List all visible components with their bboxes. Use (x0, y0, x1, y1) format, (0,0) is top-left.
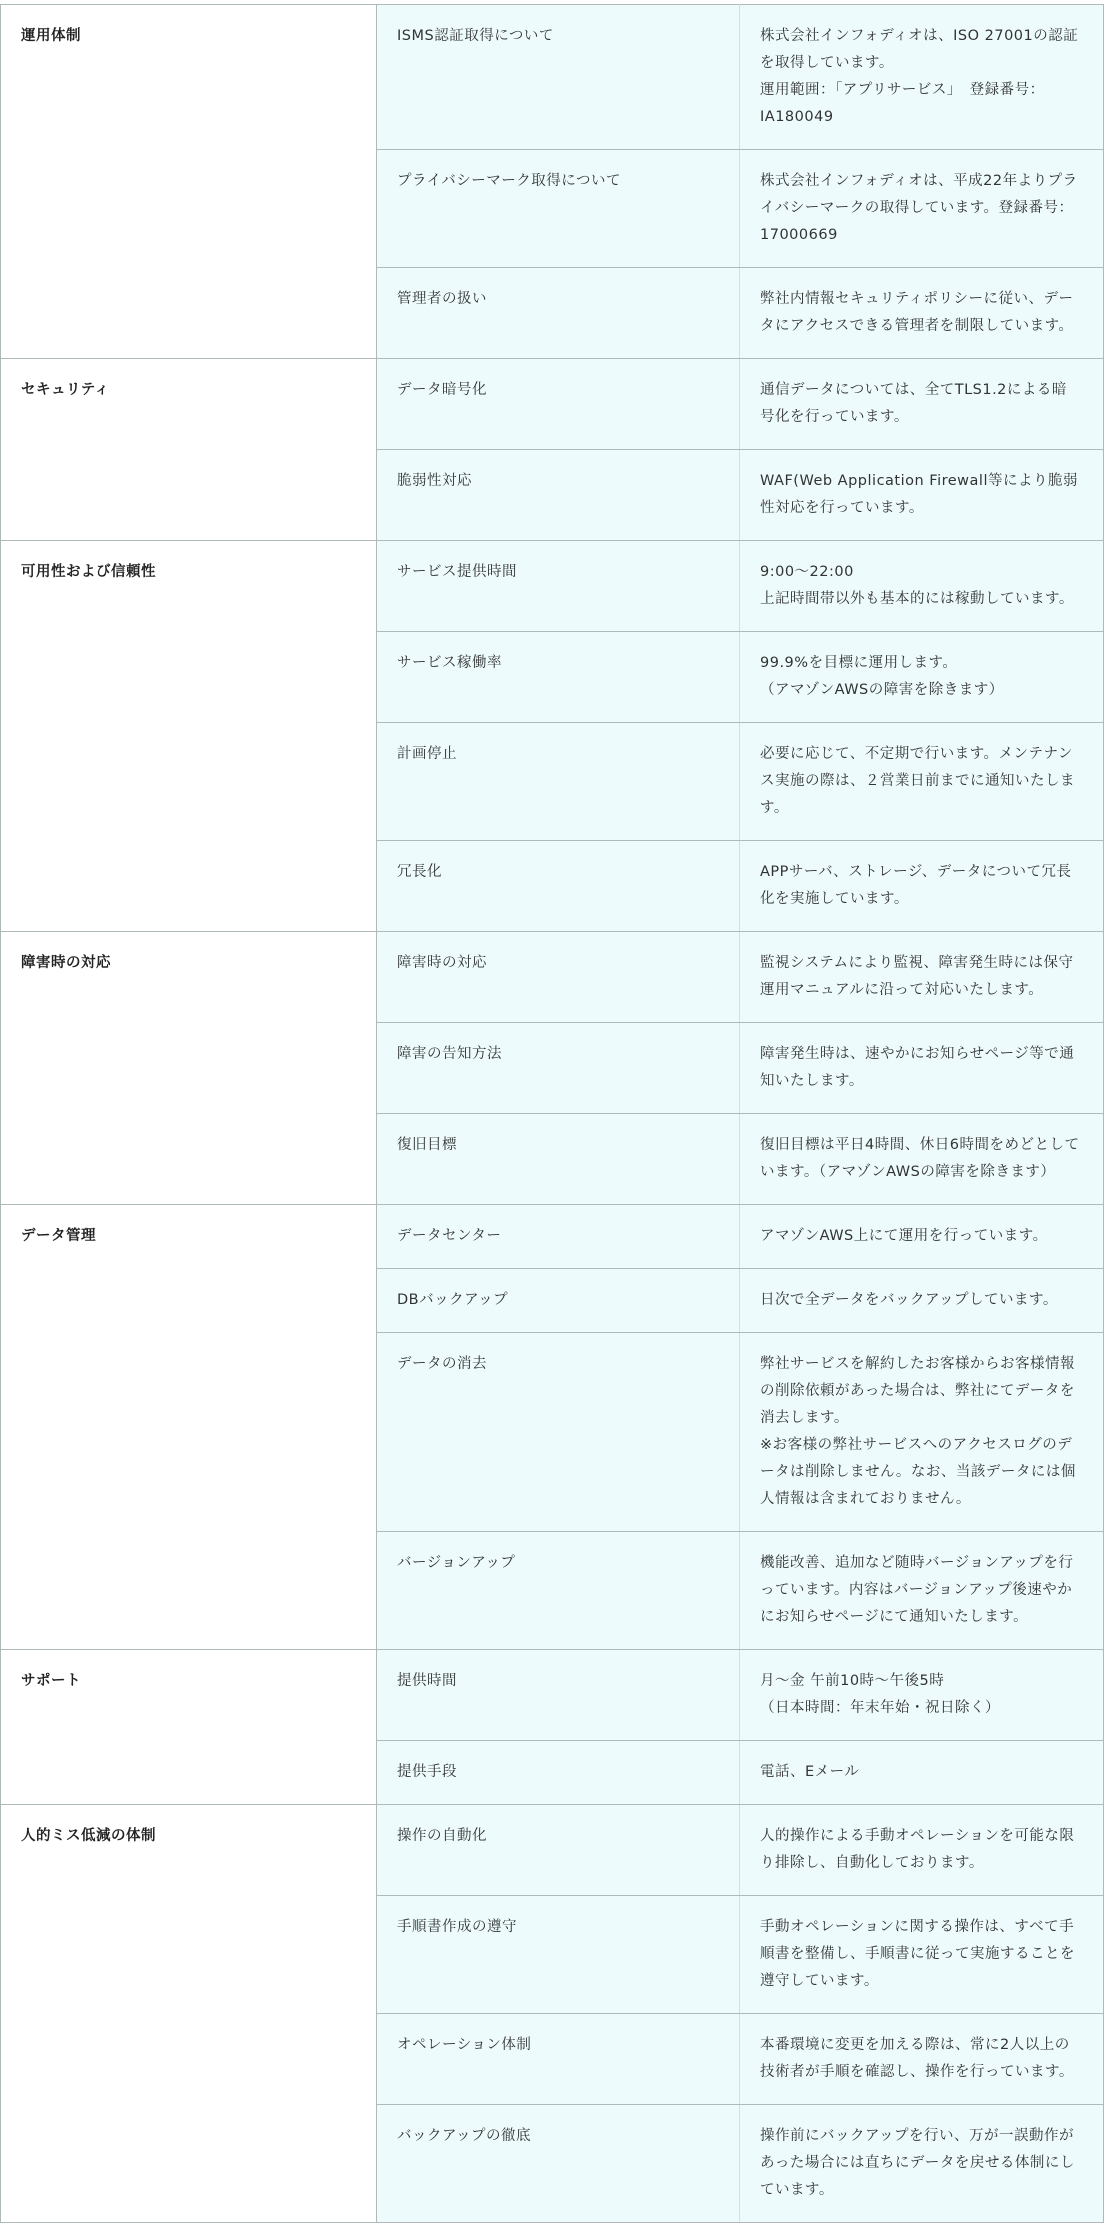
description-cell (740, 841, 1104, 932)
category-cell: 人的ミス低減の体制 (1, 1805, 377, 2223)
description-line: 上記時間帯以外も基本的には稼動しています。 (760, 591, 1074, 607)
table-row (1, 932, 1104, 1023)
description-line: 監視システムにより監視、障害発生時には保守運用マニュアルに沿って対応いたします。 (760, 955, 1074, 998)
description-cell (740, 1896, 1104, 2014)
description-line: 本番環境に変更を加える際は、常に2人以上の技術者が手順を確認し、操作を行っています。 (760, 2037, 1074, 2080)
item-cell: サービス提供時間 (377, 541, 740, 632)
description-line: 9:00〜22:00 (760, 564, 854, 580)
description-line: 手動オペレーションに関する操作は、すべて手順書を整備し、手順書に従って実施することを遵守しています。 (760, 1919, 1075, 1989)
item-cell: 提供手段 (377, 1741, 740, 1805)
item-cell: 脆弱性対応 (377, 450, 740, 541)
item-cell: 復旧目標 (377, 1114, 740, 1205)
item-cell: サービス稼働率 (377, 632, 740, 723)
item-cell: 冗長化 (377, 841, 740, 932)
description-line: 必要に応じて、不定期で行います。メンテナンス実施の際は、２営業日前までに通知いたします。 (760, 746, 1075, 816)
service-spec-table (0, 4, 1104, 2223)
item-cell: データセンター (377, 1205, 740, 1269)
description-line: 電話、Eメール (760, 1764, 860, 1780)
description-line: （アマゾンAWSの障害を除きます） (760, 682, 1004, 698)
description-cell (740, 2105, 1104, 2223)
description-line: 99.9%を目標に運用します。 (760, 655, 958, 671)
description-cell (740, 1114, 1104, 1205)
description-line: 通信データについては、全てTLS1.2による暗号化を行っています。 (760, 382, 1067, 425)
description-line: 障害発生時は、速やかにお知らせページ等で通知いたします。 (760, 1046, 1075, 1089)
item-cell: オペレーション体制 (377, 2014, 740, 2105)
item-cell: 障害時の対応 (377, 932, 740, 1023)
category-cell: サポート (1, 1650, 377, 1805)
description-line: 人的操作による手動オペレーションを可能な限り排除し、自動化しております。 (760, 1828, 1075, 1871)
category-cell: セキュリティ (1, 359, 377, 541)
category-cell: データ管理 (1, 1205, 377, 1650)
description-cell (740, 268, 1104, 359)
table-row (1, 1650, 1104, 1741)
description-line: WAF(Web Application Firewall等により脆弱性対応を行っています。 (760, 473, 1078, 516)
description-cell (740, 1650, 1104, 1741)
item-cell: バージョンアップ (377, 1532, 740, 1650)
description-cell (740, 5, 1104, 150)
description-line: 弊社サービスを解約したお客様からお客様情報の削除依頼があった場合は、弊社にてデータを消去します。 (760, 1356, 1075, 1426)
table-row (1, 5, 1104, 150)
table-row (1, 541, 1104, 632)
table-row (1, 1805, 1104, 1896)
item-cell: プライバシーマーク取得について (377, 150, 740, 268)
description-line: 日次で全データをバックアップしています。 (760, 1292, 1058, 1308)
description-line: 月〜金 午前10時〜午後5時 (760, 1673, 945, 1689)
description-cell (740, 1532, 1104, 1650)
description-cell (740, 150, 1104, 268)
description-line: 復旧目標は平日4時間、休日6時間をめどとしています。（アマゾンAWSの障害を除きます） (760, 1137, 1080, 1180)
category-cell: 運用体制 (1, 5, 377, 359)
category-cell: 障害時の対応 (1, 932, 377, 1205)
item-cell: 手順書作成の遵守 (377, 1896, 740, 2014)
description-line: 操作前にバックアップを行い、万が一誤動作があった場合には直ちにデータを戻せる体制にしています。 (760, 2128, 1075, 2198)
item-cell: DBバックアップ (377, 1269, 740, 1333)
description-cell (740, 2014, 1104, 2105)
description-cell (740, 1205, 1104, 1269)
table-row (1, 359, 1104, 450)
description-cell (740, 1269, 1104, 1333)
description-line: 機能改善、追加など随時バージョンアップを行っています。内容はバージョンアップ後速やかにお知らせページにて通知いたします。 (760, 1555, 1074, 1625)
description-line: 運用範囲：「アプリサービス」 登録番号：IA180049 (760, 82, 1045, 125)
item-cell: 管理者の扱い (377, 268, 740, 359)
item-cell: ISMS認証取得について (377, 5, 740, 150)
description-cell (740, 450, 1104, 541)
item-cell: データの消去 (377, 1333, 740, 1532)
item-cell: 障害の告知方法 (377, 1023, 740, 1114)
description-line: APPサーバ、ストレージ、データについて冗長化を実施しています。 (760, 864, 1072, 907)
description-cell (740, 1741, 1104, 1805)
description-cell (740, 632, 1104, 723)
description-line: （日本時間：年末年始・祝日除く） (760, 1700, 1000, 1716)
item-cell: データ暗号化 (377, 359, 740, 450)
item-cell: 操作の自動化 (377, 1805, 740, 1896)
description-line: 株式会社インフォディオは、平成22年よりプライバシーマークの取得しています。登録番号：17000669 (760, 173, 1078, 243)
description-cell (740, 1333, 1104, 1532)
description-cell (740, 932, 1104, 1023)
description-cell (740, 723, 1104, 841)
item-cell: 提供時間 (377, 1650, 740, 1741)
description-line: 株式会社インフォディオは、ISO 27001の認証を取得しています。 (760, 28, 1079, 71)
item-cell: 計画停止 (377, 723, 740, 841)
description-cell (740, 1805, 1104, 1896)
category-cell: 可用性および信頼性 (1, 541, 377, 932)
item-cell: バックアップの徹底 (377, 2105, 740, 2223)
table-row (1, 1205, 1104, 1269)
description-cell (740, 1023, 1104, 1114)
description-line: 弊社内情報セキュリティポリシーに従い、データにアクセスできる管理者を制限しています。 (760, 291, 1074, 334)
description-cell (740, 541, 1104, 632)
description-line: ※お客様の弊社サービスへのアクセスログのデータは削除しません。なお、当該データには個人情報は含まれておりません。 (760, 1437, 1076, 1507)
description-line: アマゾンAWS上にて運用を行っています。 (760, 1228, 1048, 1244)
service-spec-table-body (1, 5, 1104, 2223)
description-cell (740, 359, 1104, 450)
